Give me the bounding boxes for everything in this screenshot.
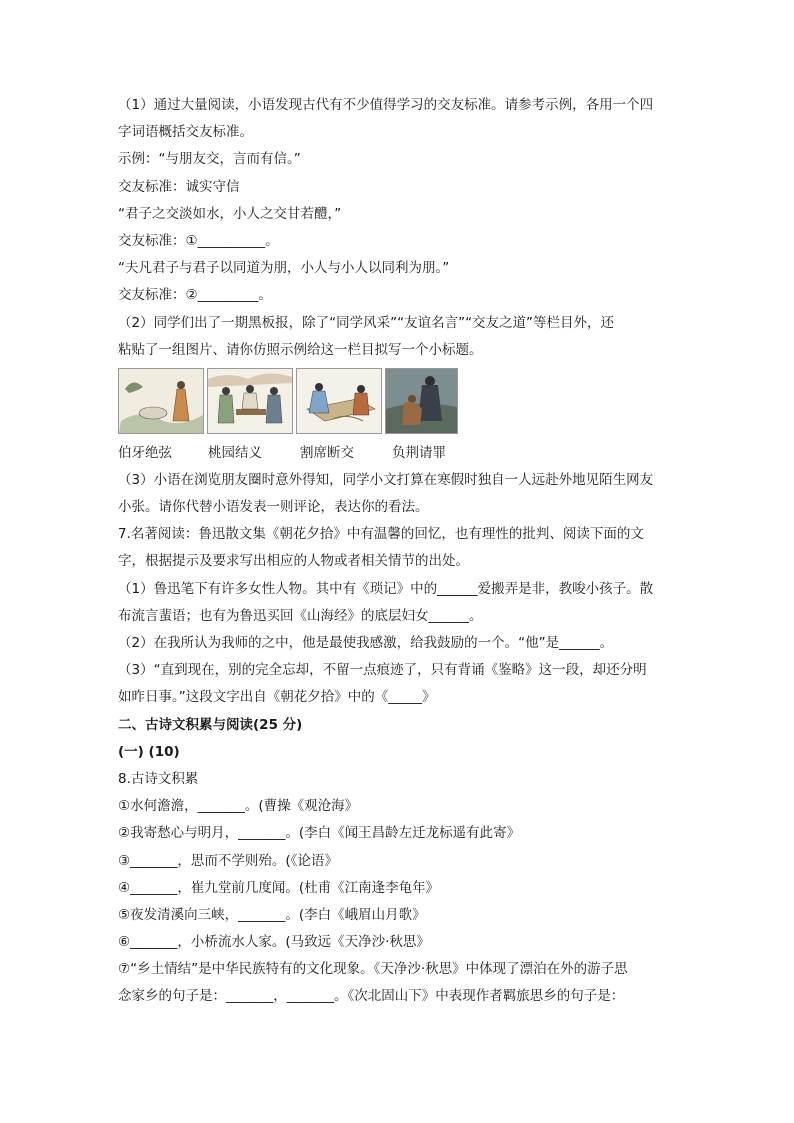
q8-item-2: ②我寄愁心与明月，_______。(李白《闻王昌龄左迁龙标遥有此寄》 [118,825,521,842]
q7-intro-line1: 7.名著阅读：鲁迅散文集《朝花夕拾》中有温馨的回忆，也有理性的批判、阅读下面的文 [118,526,644,543]
illustration-thorns-apology [385,368,458,434]
document-page [118,92,678,1011]
q7-intro-line2: 字，根据提示及要求写出相应的人物或者相关情节的出处。 [118,553,469,570]
q6-2-prompt-line2: 粘贴了一组图片、请你仿照示例给这一栏目拟写一个小标题。 [118,341,483,358]
illustration-captions [118,440,678,467]
q7-1-line1: （1）鲁迅笔下有许多女性人物。其中有《琐记》中的______爱搬弄是非，教唆小孩子。散 [118,580,654,597]
q7-2: （2）在我所认为我师的之中，他是最使我感激，给我鼓励的一个。“他”是______。 [118,635,614,651]
q6-1-prompt-line1: （1）通过大量阅读，小语发现古代有不少值得学习的交友标准。请参考示例，各用一个四 [118,97,654,113]
q8-item-7-line1: ⑦“乡土情结”是中华民族特有的文化现象。《天净沙·秋思》中体现了漂泊在外的游子思 [118,961,628,978]
q7-3-line2: 如昨日事。”这段文字出自《朝花夕拾》中的《_____》 [118,689,436,706]
answer-blank-2: 交友标准：②_________。 [118,287,272,304]
q8-item-5: ⑤夜发清溪向三峡，_______。(李白《峨眉山月歌》 [118,906,426,923]
quote-2: “夫凡君子与君子以同道为朋，小人与小人以同利为朋。” [118,260,450,277]
q6-3-prompt-line1: （3）小语在浏览朋友圈时意外得知，同学小文打算在寒假时独自一人远赴外地见陌生网友 [118,471,654,488]
example-quote: 示例：“与朋友交，言而有信。” [118,151,301,168]
q6-1-prompt-line2: 字词语概括交友标准。 [118,124,253,141]
example-standard: 交友标准：诚实守信 [118,178,240,195]
caption-boya: 伯牙绝弦 [118,444,172,461]
illustration-boya-guqin [118,368,204,434]
q8-item-6: ⑥_______，小桥流水人家。(马致远《天净沙·秋思》 [118,934,430,951]
q8-item-7-line2: 念家乡的句子是：_______，_______。《次北固山下》中表现作者羁旅思乡的句子是： [118,988,625,1005]
q7-3-line1: （3）“直到现在，别的完全忘却，不留一点痕迹了，只有背诵《鉴略》这一段，却还分明 [118,662,647,679]
q6-2-prompt-line1: （2）同学们出了一期黑板报，除了“同学风采”“友谊名言”“交友之道”等栏目外，还 [118,314,615,331]
q8-item-3: ③_______，思而不学则殆。(《论语》 [118,852,338,869]
q8-item-1: ①水何澹澹，_______。(曹操《观沧海》 [118,798,359,815]
illustration-cutting-mat [296,368,382,434]
q6-3-prompt-line2: 小张。请你代替小语发表一则评论，表达你的看法。 [118,499,429,516]
q8-title: 8.古诗文积累 [118,770,199,787]
q8-item-4: ④_______，崔九堂前几度闻。(杜甫《江南逢李龟年》 [118,879,440,896]
caption-fujing: 负荆请罪 [392,444,446,461]
caption-gexi: 割席断交 [300,444,354,461]
illustration-strip [118,368,678,434]
quote-1: “君子之交淡如水，小人之交甘若醴，” [118,205,342,222]
section-title: 二、古诗文积累与阅读(25 分) [118,716,303,733]
illustration-peach-garden [207,368,293,434]
q7-1-line2: 布流言蜚语；也有为鲁迅买回《山海经》的底层妇女______。 [118,607,483,624]
caption-taoyuan: 桃园结义 [208,444,262,461]
subsection-title: (一) (10) [118,743,180,760]
answer-blank-1: 交友标准：①__________。 [118,232,279,249]
